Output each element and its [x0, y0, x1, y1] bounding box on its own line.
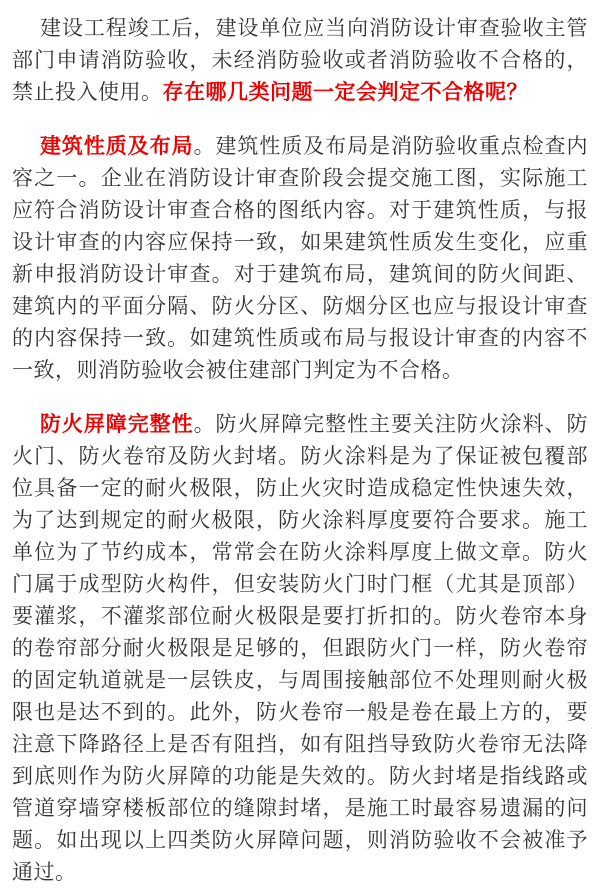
- paragraph-building-layout: [12, 131, 588, 387]
- section-body-building-layout: 。建筑性质及布局是消防验收重点检查内容之一。企业在消防设计审查阶段会提交施工图，实际施工应符合消防设计审查合格的图纸内容。对于建筑性质，与报设计审查的内容应保持一致，如果建筑性质发生变化，应重新申报消防设计审查。对于建筑布局，建筑间的防火间距、建筑内的平面分隔、防火分区、防烟分区也应与报设计审查的内容保持一致。如建筑性质或布局与报设计审查的内容不一致，则消防验收会被住建部门判定为不合格。: [12, 135, 588, 382]
- paragraph-intro: [12, 13, 588, 109]
- section-body-fire-barrier: 。防火屏障完整性主要关注防火涂料、防火门、防火卷帘及防火封堵。防火涂料是为了保证被包覆部位具备一定的耐火极限，防止火灾时造成稳定性快速失效，为了达到规定的耐火极限，防火涂料厚度要符合要求。施工单位为了节约成本，常常会在防火涂料厚度上做文章。防火门属于成型防火构件，但安装防火门时门框（尤其是顶部）要灌浆，不灌浆部位耐火极限是要打折扣的。防火卷帘本身的卷帘部分耐火极限是足够的，但跟防火门一样，防火卷帘的固定轨道就是一层铁皮，与周围接触部位不处理则耐火极限也是达不到的。此外，防火卷帘一般是卷在最上方的，要注意下降路径上是否有阻挡，如有阻挡导致防火卷帘无法降到底则作为防火屏障的功能是失效的。防火封堵是指线路或管道穿墙穿楼板部位的缝隙封堵，是施工时最容易遗漏的问题。如出现以上四类防火屏障问题，则消防验收不会被准予通过。: [12, 413, 588, 884]
- intro-text: 建设工程竣工后，建设单位应当向消防设计审查验收主管部门申请消防验收，未经消防验收或者消防验收不合格的，禁止投入使用。: [12, 17, 588, 104]
- section-heading-building-layout: 建筑性质及布局: [40, 135, 194, 158]
- intro-question-highlight: 存在哪几类问题一定会判定不合格呢？: [162, 81, 528, 104]
- paragraph-fire-barrier: [12, 409, 588, 889]
- section-heading-fire-barrier: 防火屏障完整性: [40, 413, 194, 436]
